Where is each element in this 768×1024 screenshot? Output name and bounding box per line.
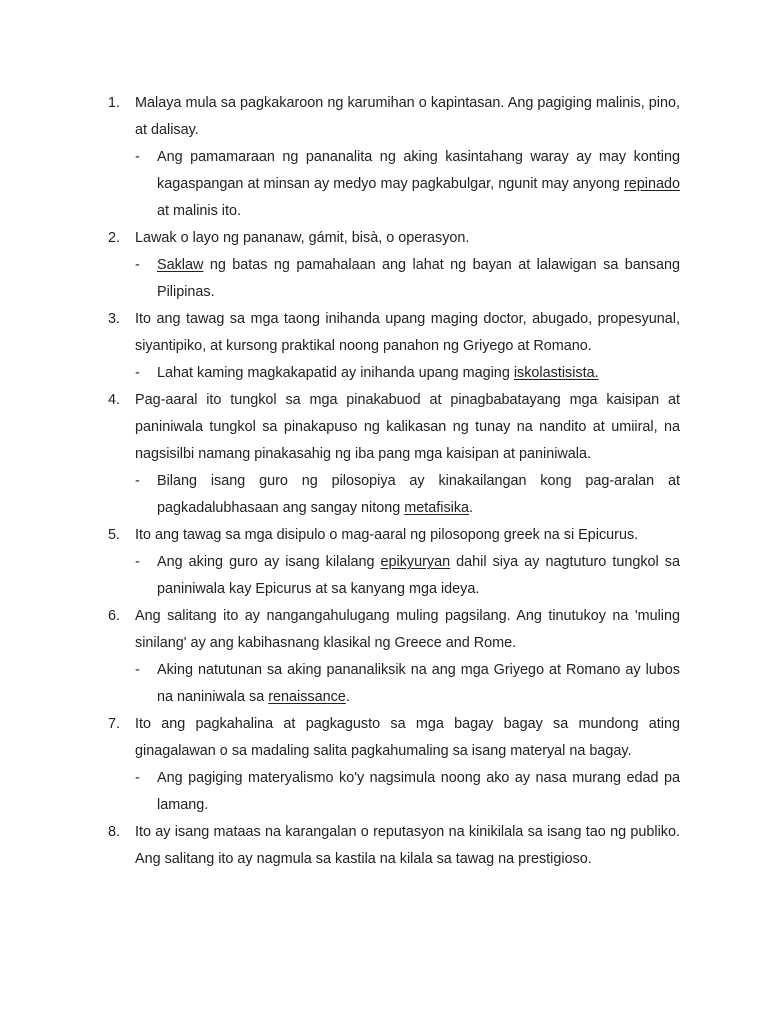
example-text bbox=[157, 252, 680, 306]
underlined-term: renaissance bbox=[268, 689, 346, 705]
example-text-after: dahil siya ay nagtuturo tungkol sa paniniwala kay Epicurus at sa kanyang mga ideya. bbox=[157, 554, 680, 597]
item-number: 4. bbox=[108, 392, 121, 408]
example-text bbox=[157, 549, 680, 603]
example-sentence bbox=[135, 144, 680, 225]
list-item bbox=[108, 387, 680, 522]
item-number: 6. bbox=[108, 608, 121, 624]
list-item bbox=[108, 90, 680, 225]
underlined-term: metafisika bbox=[404, 500, 470, 516]
vocabulary-list bbox=[108, 90, 680, 873]
example-sentence bbox=[135, 468, 680, 522]
example-text-before: Ang pamamaraan ng pananalita ng aking kasintahang waray ay may konting kagaspangan at minsan ay medyo may pagkabulgar, ngunit may anyong bbox=[157, 149, 680, 192]
item-number: 3. bbox=[108, 311, 121, 327]
example-text-before: Ang pagiging materyalismo ko'y nagsimula noong ako ay nasa murang edad pa lamang. bbox=[157, 770, 680, 813]
underlined-term: iskolastisista. bbox=[513, 365, 599, 381]
list-item bbox=[108, 603, 680, 711]
list-item bbox=[108, 819, 680, 873]
item-definition: Pag-aaral ito tungkol sa mga pinakabuod at pinagbabatayang mga kaisipan at paniniwala tungkol sa pinakapuso ng kalikasan ng tunay na nandito at umiiral, na nagsisilbi namang pinakasahig ng iba pang mga kaisipan at paniniwala. bbox=[135, 392, 680, 462]
item-number: 2. bbox=[108, 230, 121, 246]
example-text bbox=[157, 468, 680, 522]
item-number: 1. bbox=[108, 95, 121, 111]
example-text-after: at malinis ito. bbox=[157, 203, 241, 219]
item-number: 8. bbox=[108, 824, 121, 840]
example-sentence bbox=[135, 765, 680, 819]
example-text-before: Aking natutunan sa aking pananaliksik na ang mga Griyego at Romano ay lubos na naniniwala sa bbox=[157, 662, 680, 705]
list-item bbox=[108, 522, 680, 603]
example-text-before: Bilang isang guro ng pilosopiya ay kinakailangan kong pag-aralan at pagkadalubhasaan ang sangay nitong bbox=[157, 473, 680, 516]
list-item bbox=[108, 225, 680, 306]
example-sentence bbox=[135, 360, 680, 387]
list-item bbox=[108, 306, 680, 387]
dash-bullet: - bbox=[135, 554, 140, 570]
item-definition: Malaya mula sa pagkakaroon ng karumihan o kapintasan. Ang pagiging malinis, pino, at dalisay. bbox=[135, 95, 680, 138]
item-number: 7. bbox=[108, 716, 121, 732]
example-sentence bbox=[135, 657, 680, 711]
example-text-before: Ang aking guro ay isang kilalang bbox=[157, 554, 381, 570]
example-text bbox=[157, 657, 680, 711]
item-definition: Ito ay isang mataas na karangalan o reputasyon na kinikilala sa isang tao ng publiko. Ang salitang ito ay nagmula sa kastila na kilala sa tawag na prestigioso. bbox=[135, 824, 680, 867]
item-definition: Ito ang tawag sa mga taong inihanda upang maging doctor, abugado, propesyunal, siyantipiko, at kursong praktikal noong panahon ng Griyego at Romano. bbox=[135, 311, 680, 354]
example-text bbox=[157, 360, 680, 387]
item-definition: Ito ang tawag sa mga disipulo o mag-aaral ng pilosopong greek na si Epicurus. bbox=[135, 527, 639, 543]
item-number: 5. bbox=[108, 527, 121, 543]
underlined-term: Saklaw bbox=[157, 257, 204, 273]
underlined-term: repinado bbox=[623, 176, 680, 192]
example-text bbox=[157, 765, 680, 819]
list-item bbox=[108, 711, 680, 819]
example-text-after: . bbox=[345, 689, 350, 705]
example-sentence bbox=[135, 252, 680, 306]
dash-bullet: - bbox=[135, 365, 140, 381]
example-text-after: ng batas ng pamahalaan ang lahat ng bayan at lalawigan sa bansang Pilipinas. bbox=[157, 257, 680, 300]
dash-bullet: - bbox=[135, 257, 140, 273]
dash-bullet: - bbox=[135, 770, 140, 786]
example-text-before: Lahat kaming magkakapatid ay inihanda upang maging bbox=[157, 365, 514, 381]
dash-bullet: - bbox=[135, 473, 140, 489]
dash-bullet: - bbox=[135, 662, 140, 678]
item-definition: Ang salitang ito ay nangangahulugang muling pagsilang. Ang tinutukoy na 'muling sinilang' ay ang kabihasnang klasikal ng Greece and Rome. bbox=[135, 608, 680, 651]
underlined-term: epikyuryan bbox=[380, 554, 451, 570]
item-definition: Lawak o layo ng pananaw, gámit, bisà, o operasyon. bbox=[135, 230, 470, 246]
example-sentence bbox=[135, 549, 680, 603]
example-text bbox=[157, 144, 680, 225]
item-definition: Ito ang pagkahalina at pagkagusto sa mga bagay bagay sa mundong ating ginagalawan o sa madaling salita pagkahumaling sa isang materyal na bagay. bbox=[135, 716, 680, 759]
dash-bullet: - bbox=[135, 149, 140, 165]
example-text-after: . bbox=[469, 500, 474, 516]
